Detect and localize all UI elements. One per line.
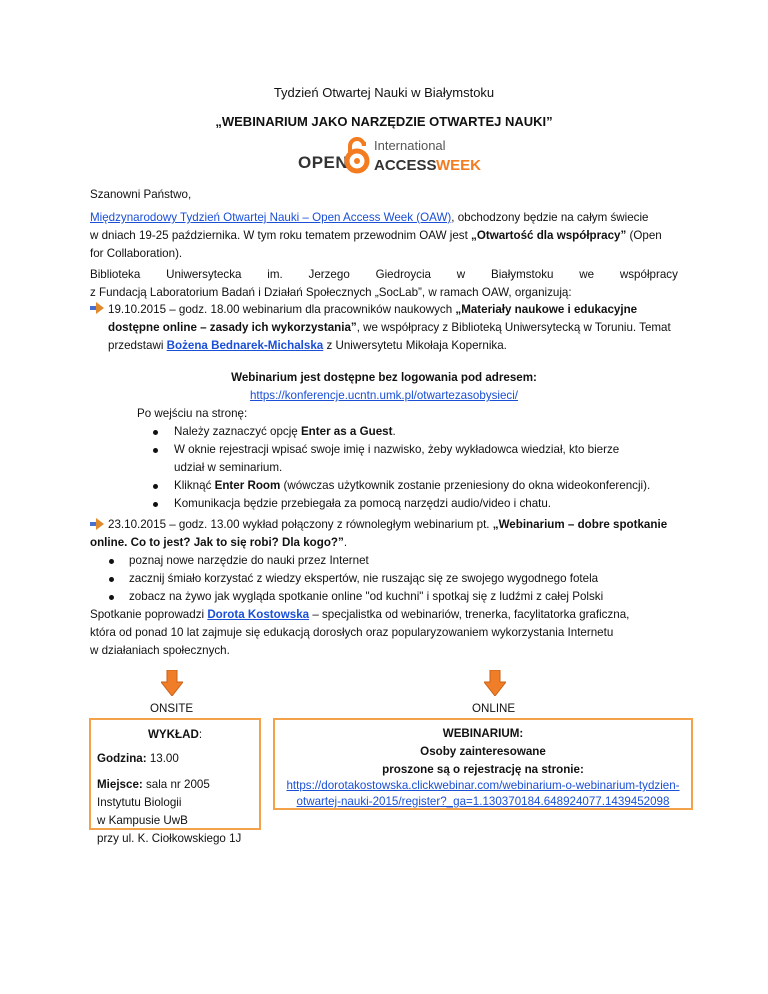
page-title: Tydzień Otwartej Nauki w Białymstoku	[273, 85, 495, 100]
onsite-place: Miejsce: sala nr 2005 Instytutu Biologii w Kampusie UwB przy ul. K. Ciołkowskiego 1J	[97, 778, 242, 845]
onsite-time: Godzina: 13.00	[97, 752, 179, 765]
open-access-week-logo: OPEN International ACCESS WEEK	[298, 138, 481, 174]
online-label: ONLINE	[472, 702, 516, 715]
list-item: W oknie rejestracji wpisać swoje imię i nazwisko, żeby wykładowca wiedział, kto bierze	[174, 443, 620, 456]
speaker-link-1[interactable]: Bożena Bednarek-Michalska	[166, 338, 324, 352]
online-box	[273, 718, 693, 810]
intro-paragraph: Międzynarodowy Tydzień Otwartej Nauki – Open Access Week (OAW), obchodzony będzie na całym świecie w dniach 19-25 października. W tym roku tematem przewodnim OAW jest „Otwartość dla współpracy” (Open for Collaboration).	[90, 211, 662, 260]
online-register-link-block	[275, 778, 691, 810]
event-1: 19.10.2015 – godz. 18.00 webinarium dla pracowników naukowych „Materiały naukowe i edukacyjne dostępne online – zasady ich wykorzystania”, we współpracy z Biblioteką Uniwersytecką w Toruniu. Temat przedstawi Bożena Bednarek-Michalska z Uniwersytetu Mikołaja Kopernika.	[108, 303, 671, 352]
oaw-link[interactable]: Międzynarodowy Tydzień Otwartej Nauki – Open Access Week (OAW)	[90, 211, 452, 224]
event-2-line-2: online. Co to jest? Jak to się robi? Dla kogo?”.	[90, 536, 348, 549]
speaker-link-2[interactable]: Dorota Kostowska	[207, 608, 310, 621]
webinar-register-link[interactable]: https://dorotakostowska.clickwebinar.com/webinarium-o-webinarium-tydzien- otwartej-nauki-2015/register?_ga=1.130370184.648924077.1439452098	[286, 779, 680, 808]
access-url-row	[0, 387, 768, 405]
list-item: zobacz na żywo jak wygląda spotkanie online "od kuchni" i spotkaj się z ludźmi z całej Polski	[129, 590, 604, 603]
page-subtitle: „WEBINARIUM JAKO NARZĘDZIE OTWARTEJ NAUKI”	[215, 114, 553, 129]
access-heading: Webinarium jest dostępne bez logowania pod adresem:	[231, 371, 537, 384]
list-item: poznaj nowe narzędzie do nauki przez Internet	[129, 554, 369, 567]
list-item: Należy zaznaczyć opcję Enter as a Guest.	[174, 425, 396, 438]
onsite-box	[89, 718, 261, 845]
arrow-bullet-icon	[90, 518, 104, 530]
online-heading: WEBINARIUM: Osoby zainteresowane proszone są o rejestrację na stronie:	[382, 727, 584, 776]
list-item: zacznij śmiało korzystać z wiedzy ekspertów, nie ruszając się ze swojego wygodnego fotela	[129, 572, 599, 585]
arrow-bullet-icon	[90, 302, 104, 314]
list-item: Komunikacja będzie przebiegała za pomocą narzędzi audio/video i chatu.	[174, 497, 552, 510]
onsite-title: WYKŁAD:	[147, 728, 203, 741]
down-arrow-icon	[484, 670, 506, 696]
organizers-line-2: z Fundacją Laboratorium Badań i Działań Społecznych „SocLab”, w ramach OAW, organizują:	[90, 286, 572, 299]
access-url-link[interactable]: https://konferencje.ucntn.umk.pl/otwartezasobysieci/	[249, 389, 519, 402]
after-entry-text: Po wejściu na stronę:	[137, 407, 248, 420]
organizers-line: Biblioteka Uniwersytecka im. Jerzego Giedroycia w Białymstoku we współpracy	[90, 268, 678, 281]
onsite-label: ONSITE	[150, 702, 194, 715]
open-lock-icon	[344, 136, 370, 174]
greeting: Szanowni Państwo,	[90, 188, 192, 201]
event-2-speaker-paragraph: Spotkanie poprowadzi Dorota Kostowska – specjalistka od webinariów, trenerka, facylitatorka graficzna, która od ponad 10 lat zajmuje się edukacją dorosłych oraz popularyzowaniem wykorzystania Internetu w działaniach społecznych.	[90, 608, 630, 657]
down-arrow-icon	[161, 670, 183, 696]
event-2-line-1: 23.10.2015 – godz. 13.00 wykład połączony z równoległym webinarium pt. „Webinarium – dobre spotkanie	[108, 518, 668, 531]
list-item-continued: udział w seminarium.	[174, 461, 283, 474]
list-item: Kliknąć Enter Room (wówczas użytkownik zostanie przeniesiony do okna wideokonferencji).	[174, 479, 651, 492]
